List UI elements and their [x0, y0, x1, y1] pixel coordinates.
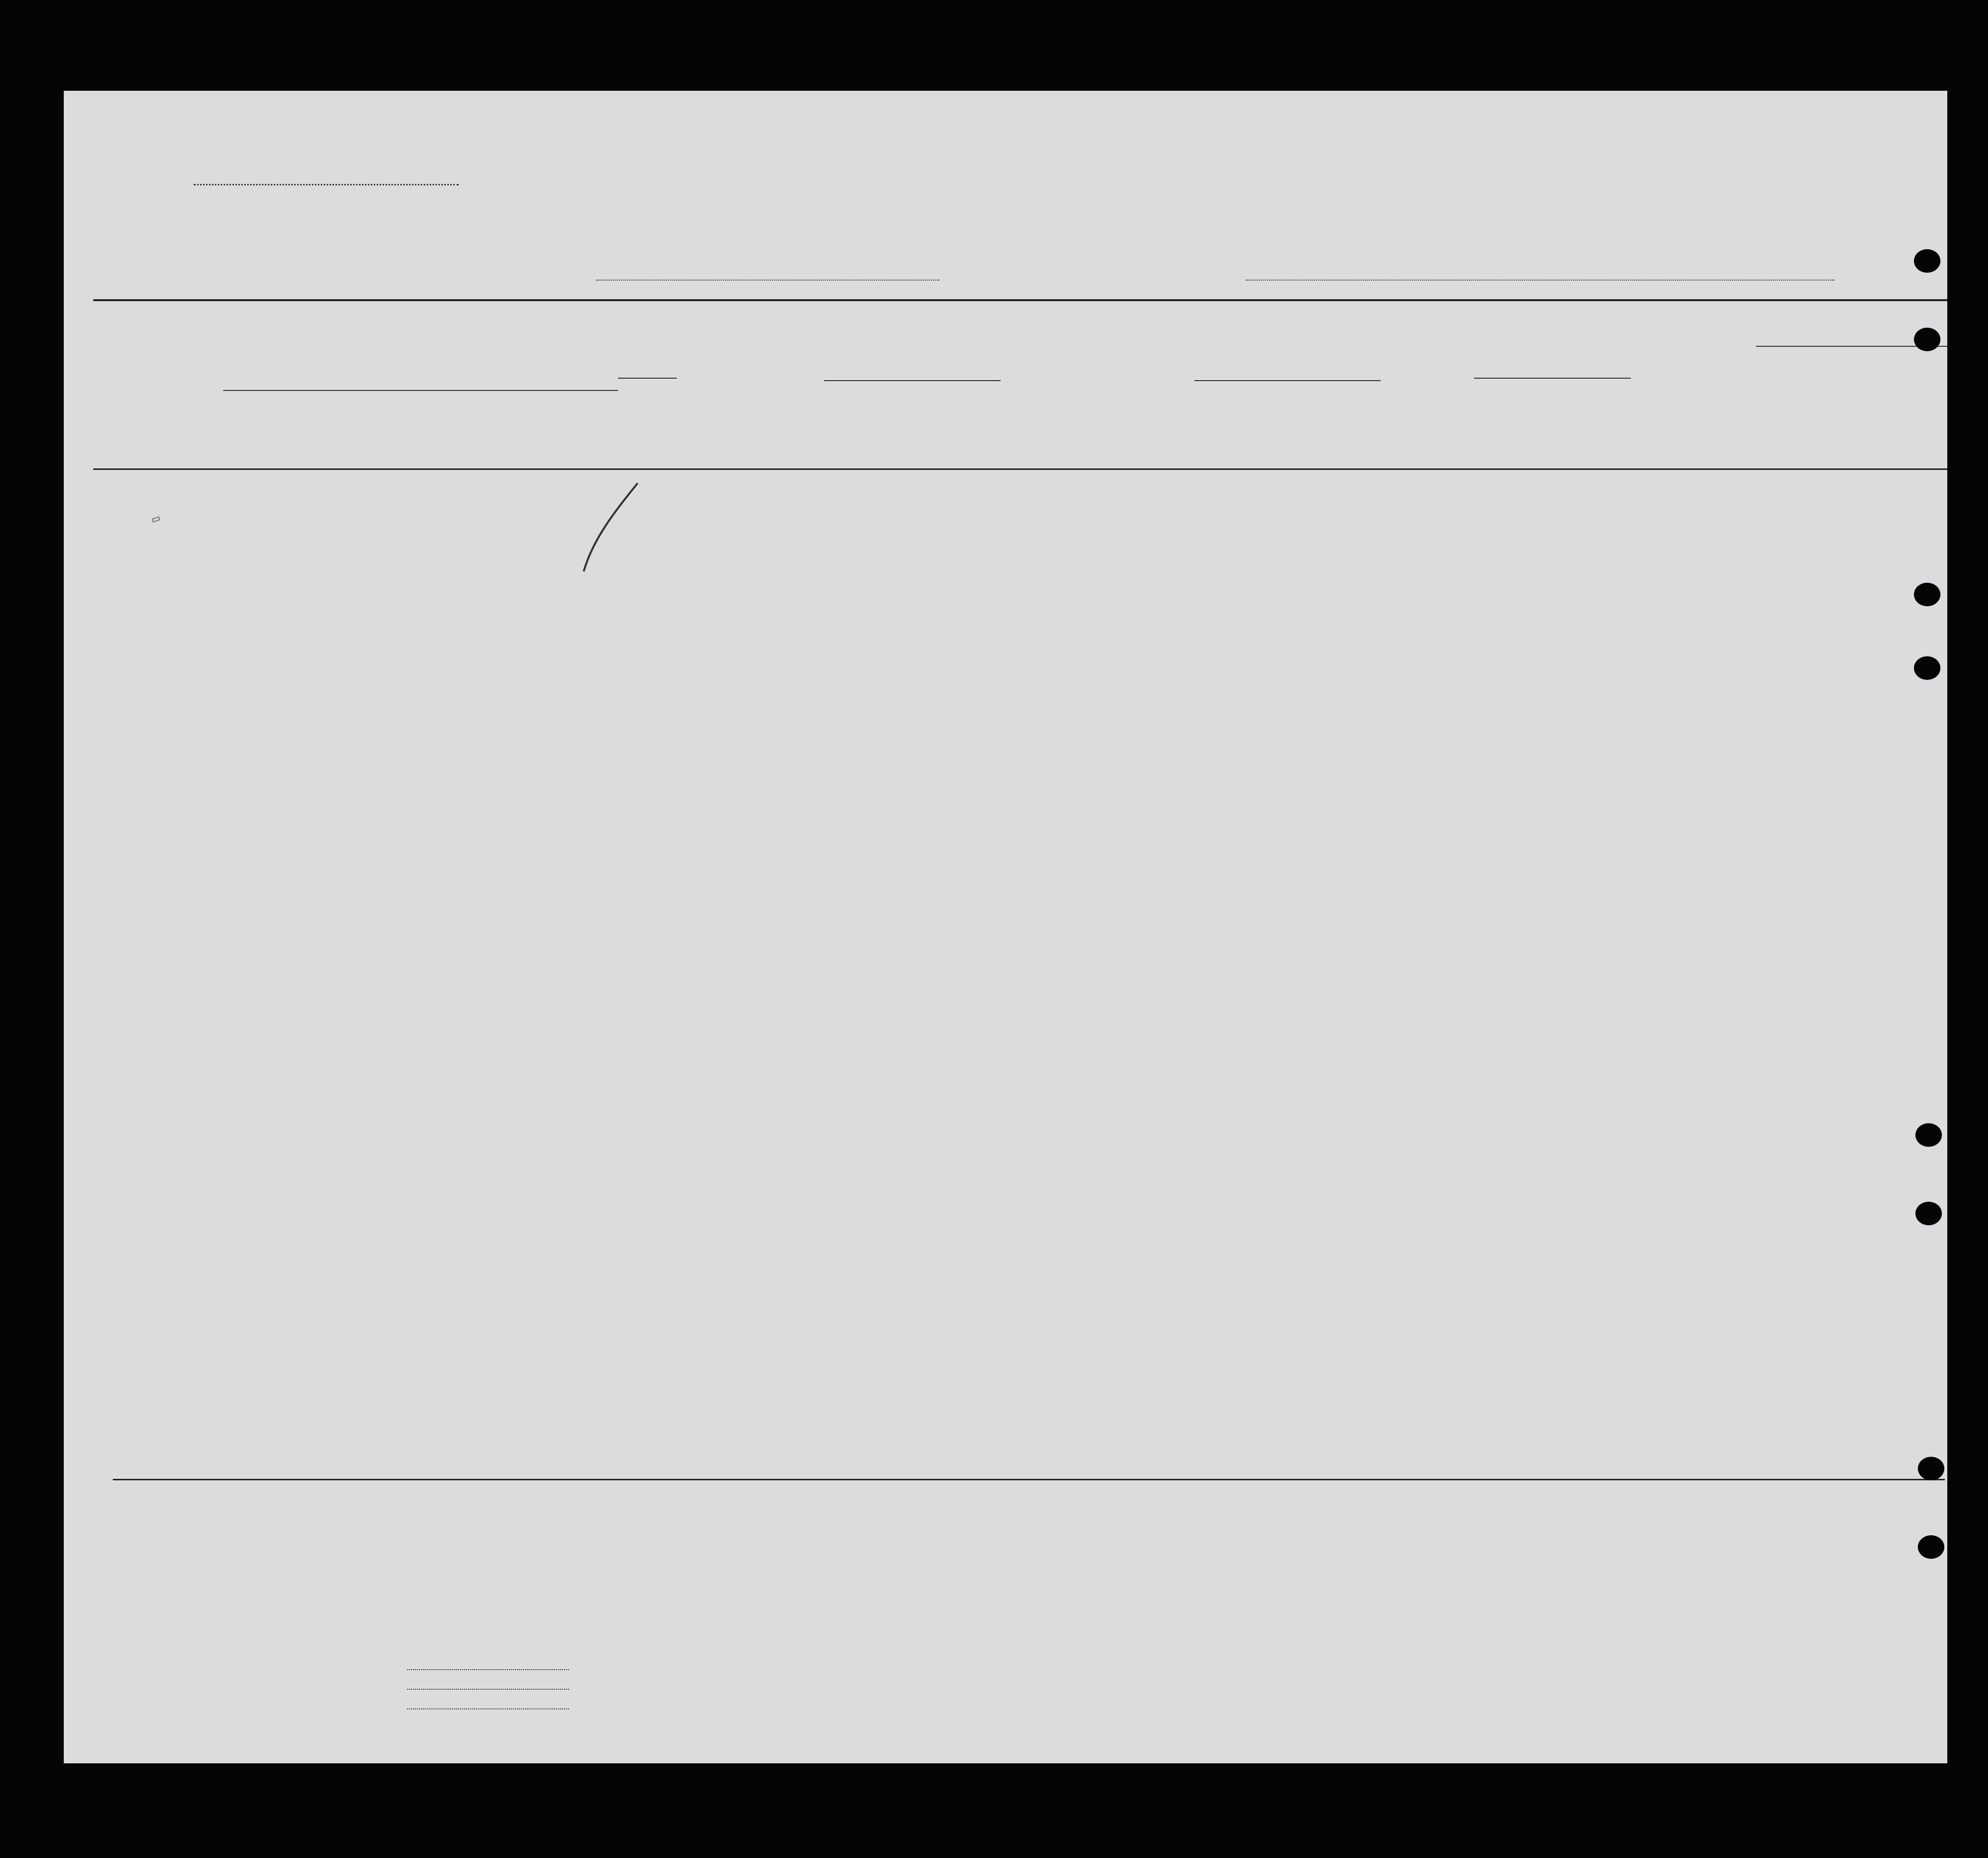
binder-hole [1914, 583, 1940, 606]
binder-hole [1918, 1457, 1944, 1480]
binder-hole [1915, 1202, 1942, 1225]
total-passengers-line [407, 1669, 569, 1670]
rule-issued [1474, 378, 1631, 379]
binder-hole [1914, 249, 1940, 273]
aliens-line [407, 1708, 569, 1709]
rule-name [223, 390, 618, 391]
rule-birth [1194, 380, 1381, 381]
pen-stroke [574, 478, 643, 576]
header-bottom-rule [93, 468, 1947, 470]
binder-hole [1914, 328, 1940, 351]
not-counted-stamp [152, 516, 160, 523]
rule-age [618, 378, 677, 379]
table-bottom-rule [113, 1479, 1945, 1480]
us-citizens-line [407, 1689, 569, 1690]
binder-hole [1914, 656, 1940, 680]
manifest-sheet [64, 91, 1947, 1763]
ship-underline [596, 280, 939, 281]
rule-able [824, 380, 1001, 381]
binder-hole [1915, 1123, 1942, 1147]
list-underline [194, 184, 459, 185]
table-top-rule [93, 299, 1947, 301]
port-underline [1246, 280, 1834, 281]
binder-hole [1918, 1535, 1944, 1559]
